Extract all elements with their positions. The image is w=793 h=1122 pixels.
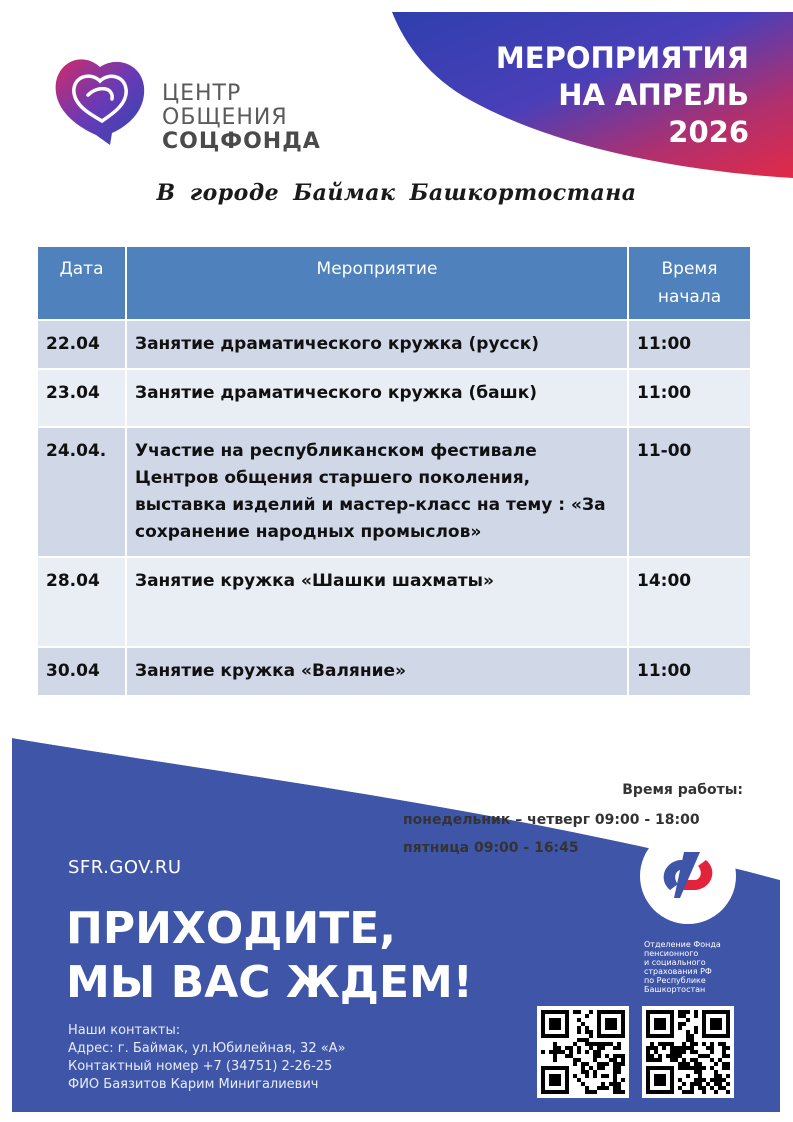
header-time: Время начала <box>628 247 750 320</box>
qr-code-icon[interactable] <box>537 1006 629 1098</box>
work-hours-title: Время работы: <box>622 782 743 798</box>
work-hours-weekdays: понедельник – четверг 09:00 - 18:00 <box>403 812 700 828</box>
logo-line-3: СОЦФОНДА <box>162 129 321 154</box>
sfr-org-line-5: по Республике <box>644 976 706 985</box>
row-time: 11:00 <box>628 369 750 427</box>
logo-line-2: ОБЩЕНИЯ <box>162 105 288 130</box>
row-event: Занятие кружка «Шашки шахматы» <box>126 557 628 647</box>
header-event: Мероприятие <box>126 247 628 320</box>
title-line-1: МЕРОПРИЯТИЯ <box>495 41 749 75</box>
logo-text <box>162 82 321 154</box>
sfr-org-line-6: Башкортостан <box>644 985 706 994</box>
logo-line-1: ЦЕНТР <box>162 81 242 106</box>
contacts-block <box>68 1022 346 1094</box>
sfr-org-name <box>644 940 721 994</box>
title-line-2: НА АПРЕЛЬ <box>558 78 749 112</box>
table-row <box>38 369 750 427</box>
row-date: 30.04 <box>38 647 126 695</box>
row-event: Занятие драматического кружка (русск) <box>126 320 628 369</box>
row-date: 23.04 <box>38 369 126 427</box>
slogan-line-2: МЫ ВАС ЖДЕМ! <box>66 957 473 1008</box>
row-date: 28.04 <box>38 557 126 647</box>
events-table <box>38 247 750 695</box>
table-header-row <box>38 247 750 320</box>
sfr-org-line-3: и социального <box>644 958 706 967</box>
qr-code-icon[interactable] <box>642 1006 734 1098</box>
heart-logo-icon <box>50 55 150 147</box>
row-time: 14:00 <box>628 557 750 647</box>
row-date: 24.04. <box>38 427 126 557</box>
row-date: 22.04 <box>38 320 126 369</box>
table-row <box>38 557 750 647</box>
table-row <box>38 320 750 369</box>
contacts-address: Адрес: г. Баймак, ул.Юбилейная, 32 «А» <box>68 1041 346 1056</box>
header-date: Дата <box>38 247 126 320</box>
contacts-phone: Контактный номер +7 (34751) 2-26-25 <box>68 1059 333 1074</box>
table-row <box>38 427 750 557</box>
row-event: Занятие кружка «Валяние» <box>126 647 628 695</box>
slogan <box>66 902 473 1010</box>
location-subtitle: В городе Баймак Башкортостана <box>156 180 637 206</box>
title-line-3: 2026 <box>668 115 749 149</box>
row-event: Участие на республиканском фестивале Центров общения старшего поколения, выставка изделий и мастер-класс на тему : «За сохранение народных промыслов» <box>126 427 628 557</box>
row-time: 11:00 <box>628 647 750 695</box>
sfr-badge <box>640 828 736 924</box>
row-time: 11:00 <box>628 320 750 369</box>
sfr-org-line-4: страхования РФ <box>644 967 712 976</box>
website-link[interactable]: SFR.GOV.RU <box>68 857 182 878</box>
row-event: Занятие драматического кружка (башк) <box>126 369 628 427</box>
sfr-org-line-1: Отделение Фонда <box>644 940 721 949</box>
sfr-org-line-2: пенсионного <box>644 949 699 958</box>
contacts-title: Наши контакты: <box>68 1023 181 1038</box>
row-time: 11-00 <box>628 427 750 557</box>
page-title <box>496 40 749 151</box>
table-row <box>38 647 750 695</box>
sfr-logo-icon <box>640 828 736 924</box>
contacts-person: ФИО Баязитов Карим Минигалиевич <box>68 1077 319 1092</box>
slogan-line-1: ПРИХОДИТЕ, <box>66 903 397 954</box>
work-hours-friday: пятница 09:00 - 16:45 <box>403 840 579 856</box>
